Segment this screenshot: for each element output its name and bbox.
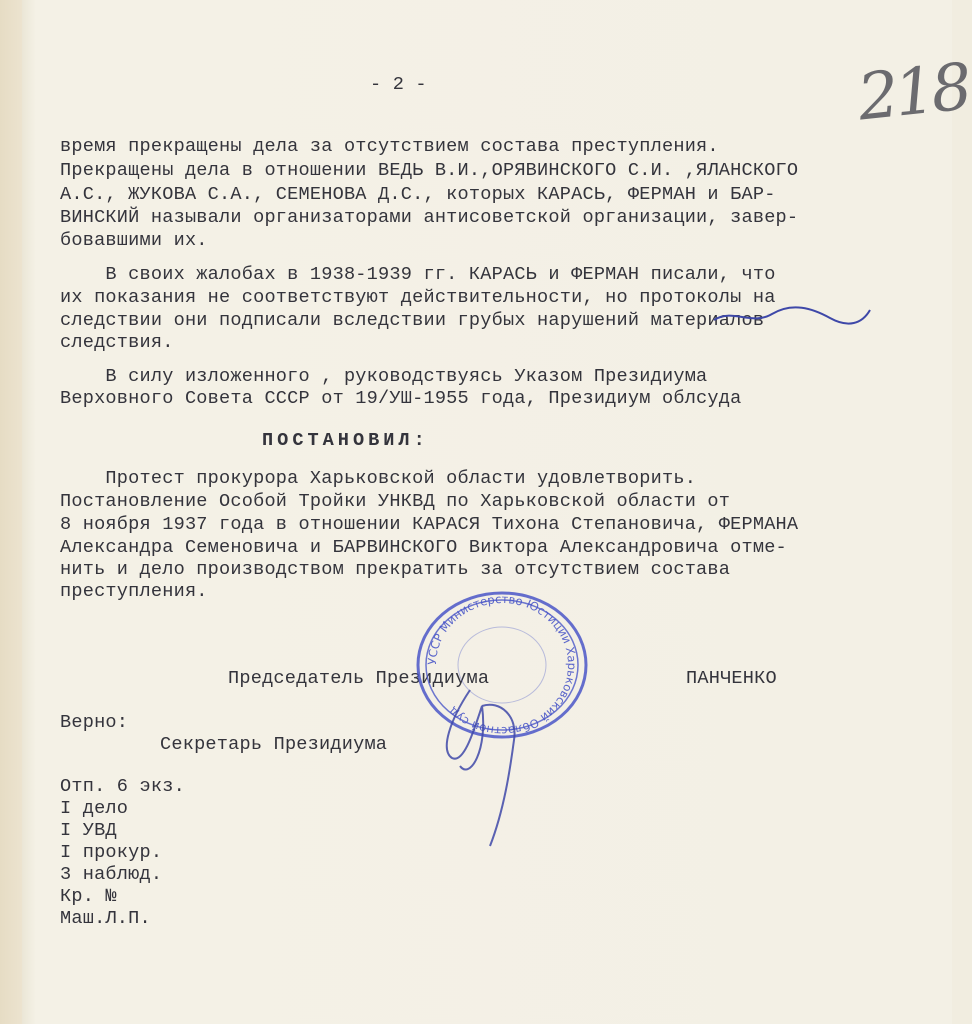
body-line: преступления.: [60, 581, 208, 602]
distribution-line: I дело: [60, 798, 129, 819]
distribution-line: I прокур.: [60, 842, 163, 863]
distribution-line: I УВД: [60, 820, 117, 841]
chairman-name: ПАНЧЕНКО: [686, 668, 777, 689]
distribution-line: Кр. №: [60, 886, 117, 907]
chairman-label: Председатель Президиума: [228, 668, 490, 689]
body-line: следствии они подписали вследствии грубых нарушений материалов: [60, 310, 765, 331]
body-line: следствия.: [60, 332, 174, 353]
binding-edge: [0, 0, 23, 1024]
distribution-line: 3 наблюд.: [60, 864, 163, 885]
body-line: Верховного Совета СССР от 19/УШ-1955 года, Президиум облсуда: [60, 388, 742, 409]
secretary-label: Секретарь Президиума: [160, 734, 388, 755]
signature: [430, 660, 550, 850]
body-line: ВИНСКИЙ называли организаторами антисоветской организации, завер-: [60, 207, 799, 228]
stamp-inscription: УССР Министерство Юстиции Харьковский Областной суд: [424, 591, 580, 739]
distribution-line: Маш.Л.П.: [60, 908, 151, 929]
body-line: Постановление Особой Тройки УНКВД по Харьковской области от: [60, 491, 731, 512]
body-line: 8 ноября 1937 года в отношении КАРАСЯ Тихона Степановича, ФЕРМАНА: [60, 514, 799, 535]
body-line: В силу изложенного , руководствуясь Указом Президиума: [60, 366, 708, 387]
page-number: - 2 -: [370, 74, 427, 95]
body-line: бовавшими их.: [60, 230, 208, 251]
body-line: нить и дело производством прекратить за отсутствием состава: [60, 559, 731, 580]
archive-page-number: 218: [854, 50, 972, 136]
body-line: Прекращены дела в отношении ВЕДЬ В.И.,ОРЯВИНСКОГО С.И. ,ЯЛАНСКОГО: [60, 160, 799, 181]
body-line: время прекращены дела за отсутствием состава преступления.: [60, 136, 719, 157]
decision-heading: ПОСТАНОВИЛ:: [262, 430, 429, 451]
certified-label: Верно:: [60, 712, 129, 733]
body-line: Протест прокурора Харьковской области удовлетворить.: [60, 468, 697, 489]
distribution-line: Отп. 6 экз.: [60, 776, 185, 797]
body-line: их показания не соответствуют действительности, но протоколы на: [60, 287, 776, 308]
body-line: А.С., ЖУКОВА С.А., СЕМЕНОВА Д.С., которых КАРАСЬ, ФЕРМАН и БАР-: [60, 184, 776, 205]
handwritten-correction: [712, 302, 872, 330]
body-line: Александра Семеновича и БАРВИНСКОГО Виктора Александровича отме-: [60, 537, 787, 558]
body-line: В своих жалобах в 1938-1939 гг. КАРАСЬ и ФЕРМАН писали, что: [60, 264, 776, 285]
